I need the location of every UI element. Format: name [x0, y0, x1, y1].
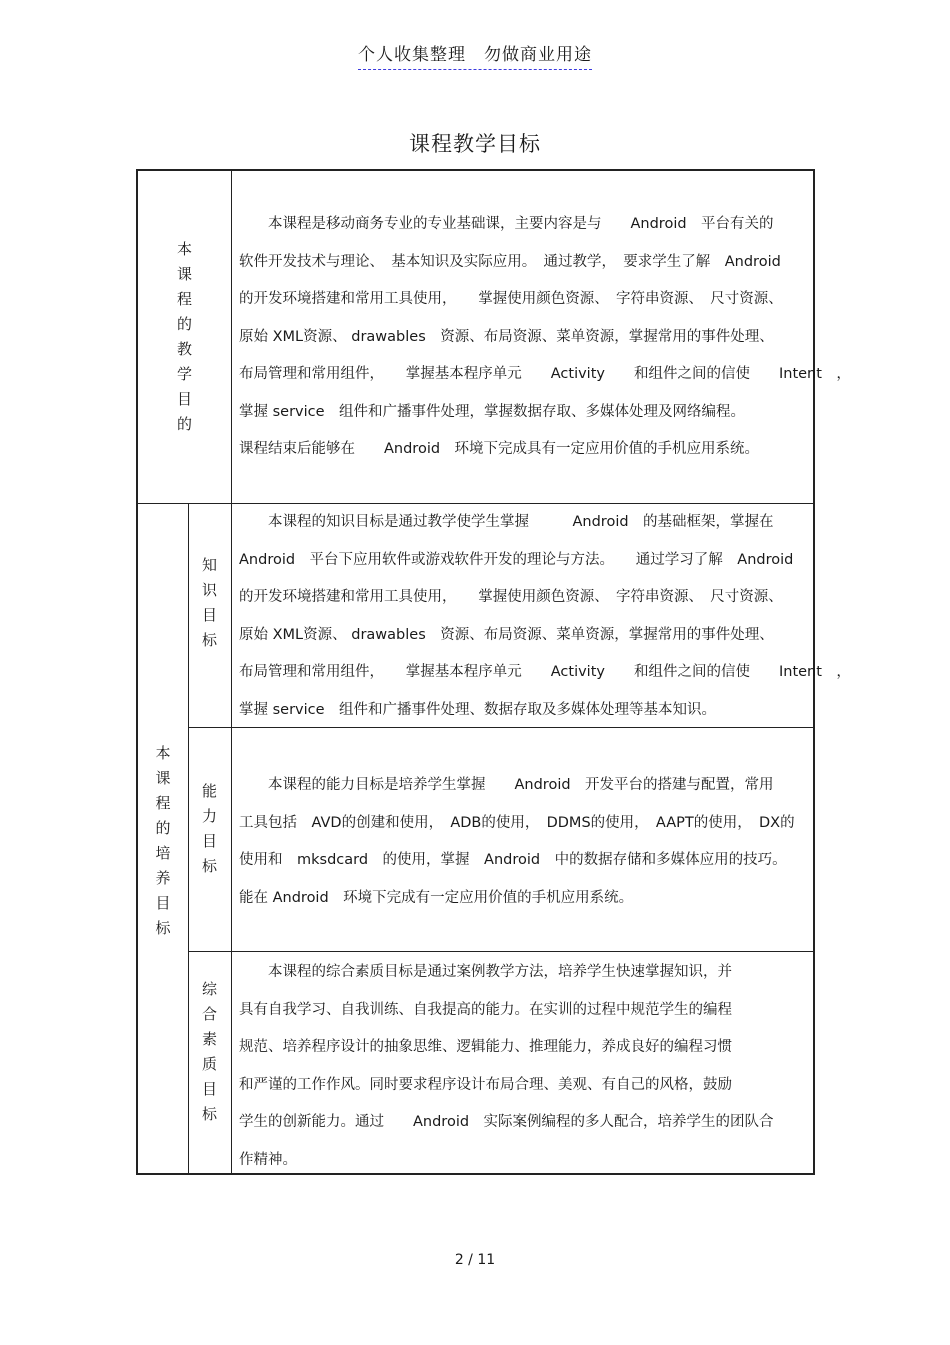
row-divider-3 [188, 951, 815, 952]
document-title: 课程教学目标 [409, 132, 541, 156]
training-goal-label: 本 课 程 的 培 养 目 标 [155, 744, 171, 937]
paragraph-line: 课程结束后能够在 Android 环境下完成具有一定应用价值的手机应用系统。 [239, 441, 760, 457]
page-header [0, 40, 950, 65]
paragraph-line: 的开发环境搭建和常用工具使用， 掌握使用颜色资源、 字符串资源、 尺寸资源、 [239, 589, 783, 605]
paragraph-line: 掌握 service 组件和广播事件处理、数据存取及多媒体处理等基本知识。 [239, 701, 717, 718]
paragraph-line: 规范、培养程序设计的抽象思维、逻辑能力、推理能力，养成良好的编程习惯 [239, 1039, 732, 1055]
paragraph-line: 布局管理和常用组件， 掌握基本程序单元 Activity 和组件之间的信使 Intent ， [239, 664, 851, 680]
paragraph-line: 布局管理和常用组件， 掌握基本程序单元 Activity 和组件之间的信使 Intent ， [239, 366, 851, 382]
goals-table [136, 169, 851, 1175]
knowledge-goal-content [239, 504, 851, 729]
ability-goal-content [239, 767, 795, 917]
paragraph-line: 掌握 service 组件和广播事件处理，掌握数据存取、多媒体处理及网络编程。 [239, 403, 746, 420]
paragraph-line: 使用和 mksdcard 的使用，掌握 Android 中的数据存储和多媒体应用的技巧。 [239, 852, 787, 868]
knowledge-goal-label: 知 识 目 标 [201, 556, 217, 649]
page-number: 2 / 11 [454, 1252, 496, 1268]
paragraph-line: 具有自我学习、自我训练、自我提高的能力。在实训的过程中规范学生的编程 [239, 1001, 732, 1018]
paragraph-line: 软件开发技术与理论、 基本知识及实际应用。 通过教学， 要求学生了解 Android [239, 253, 781, 270]
paragraph-line: 能在 Android 环境下完成有一定应用价值的手机应用系统。 [239, 889, 634, 906]
paragraph-line: 本课程的综合素质目标是通过案例教学方法，培养学生快速掌握知识，并 [239, 964, 732, 980]
paragraph-line: 和严谨的工作作风。同时要求程序设计布局合理、美观、有自己的风格，鼓励 [239, 1076, 732, 1093]
header-text: 个人收集整理 勿做商业用途 [358, 45, 592, 70]
paragraph-line: 原始 XML资源、 drawables 资源、布局资源、菜单资源，掌握常用的事件处理、 [239, 626, 774, 643]
teaching-goal-content [239, 206, 851, 469]
paragraph-line: 本课程的能力目标是培养学生掌握 Android 开发平台的搭建与配置，常用 [239, 777, 774, 793]
column-divider-main [231, 171, 232, 1175]
ability-goal-label: 能 力 目 标 [201, 782, 217, 875]
paragraph-line: 本课程是移动商务专业的专业基础课，主要内容是与 Android 平台有关的 [239, 216, 774, 232]
paragraph-line: 学生的创新能力。通过 Android 实际案例编程的多人配合，培养学生的团队合 [239, 1114, 774, 1130]
paragraph-line: 作精神。 [239, 1151, 297, 1168]
teaching-goal-label: 本 课 程 的 教 学 目 的 [176, 240, 192, 433]
paragraph-line: 本课程的知识目标是通过教学使学生掌握 Android 的基础框架，掌握在 [239, 514, 774, 530]
paragraph-line: 工具包括 AVD的创建和使用， ADB的使用， DDMS的使用， AAPT的使用， DX的 [239, 814, 795, 831]
quality-goal-label: 综 合 素 质 目 标 [201, 980, 217, 1123]
quality-goal-content [239, 954, 774, 1179]
paragraph-line: 原始 XML资源、 drawables 资源、布局资源、菜单资源，掌握常用的事件处理、 [239, 328, 774, 345]
paragraph-line: 的开发环境搭建和常用工具使用， 掌握使用颜色资源、 字符串资源、 尺寸资源、 [239, 291, 783, 307]
paragraph-line: Android 平台下应用软件或游戏软件开发的理论与方法。 通过学习了解 Android [239, 551, 794, 568]
